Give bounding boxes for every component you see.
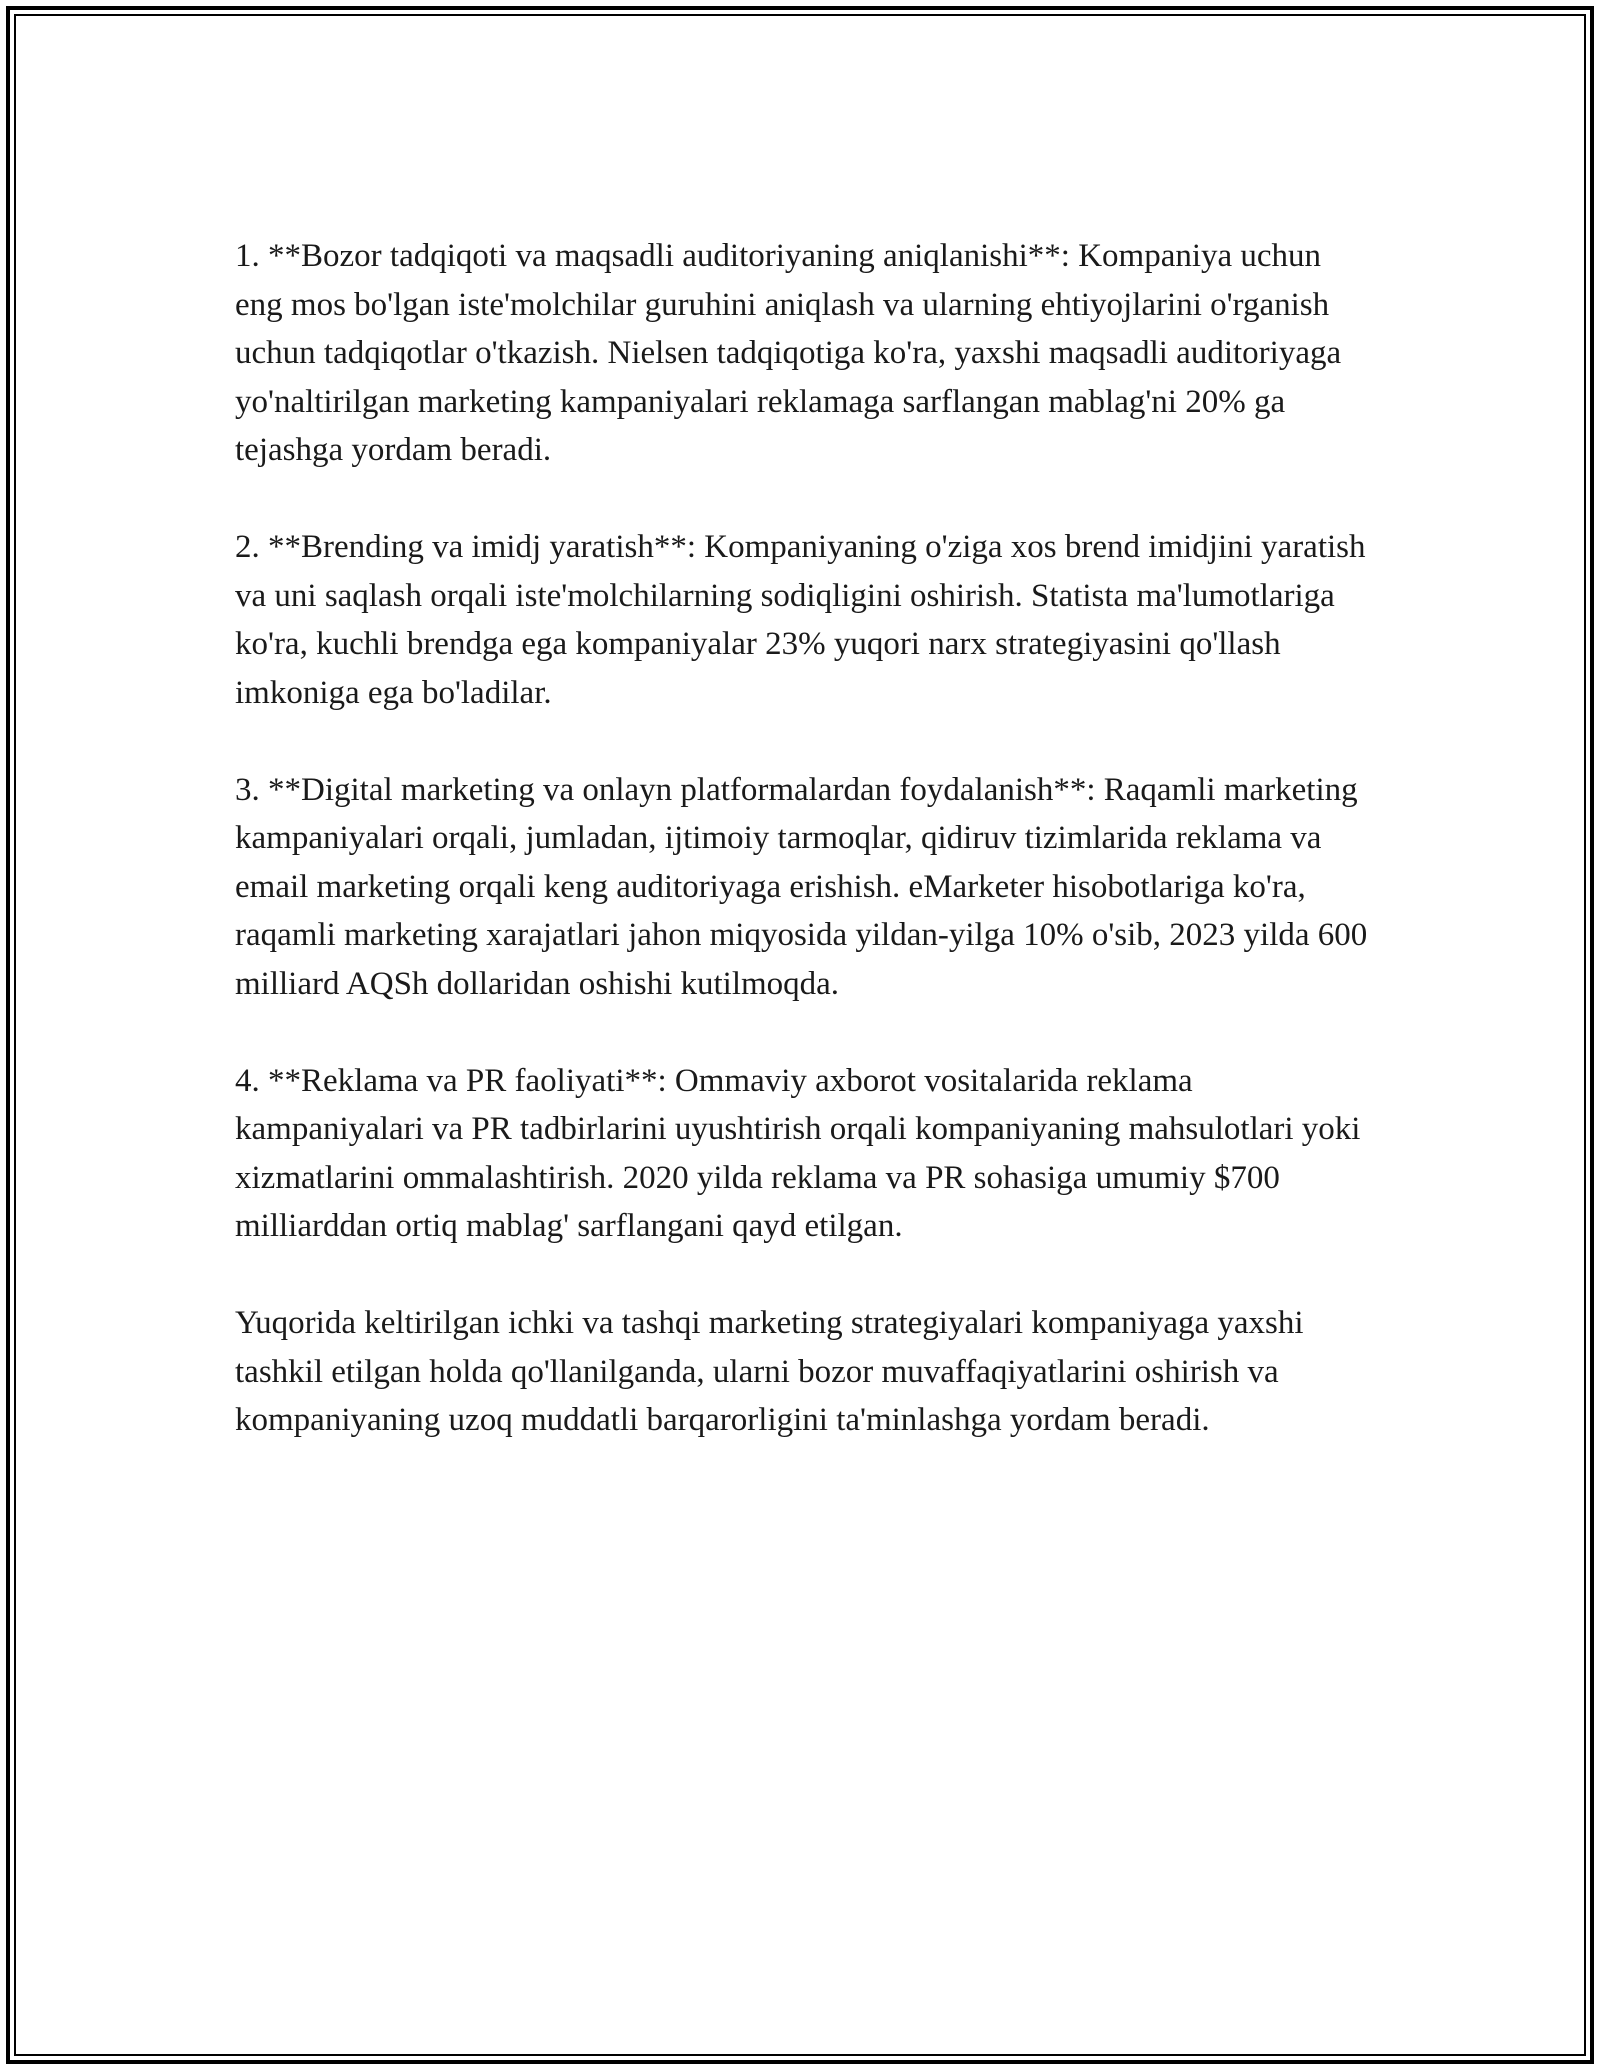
document-body: [235, 232, 1375, 1493]
paragraph-conclusion: Yuqorida keltirilgan ichki va tashqi marketing strategiyalari kompaniyaga yaxshi tashkil etilgan holda qo'llanilganda, ularni bozor muvaffaqiyatlarini oshirish va kompaniyaning uzoq muddatli barqarorligini ta'minlashga yordam beradi.: [235, 1305, 1304, 1438]
paragraph-reklama-pr: 4. **Reklama va PR faoliyati**: Ommaviy axborot vositalarida reklama kampaniyalari va PR tadbirlarini uyushtirish orqali kompaniyaning mahsulotlari yoki xizmatlarini ommalashtirish. 2020 yilda reklama va PR sohasiga umumiy $700 milliarddan ortiq mablag' sarflangani qayd etilgan.: [235, 1062, 1361, 1244]
paragraph-bozor-tadqiqoti: 1. **Bozor tadqiqoti va maqsadli auditoriyaning aniqlanishi**: Kompaniya uchun eng mos bo'lgan iste'molchilar guruhini aniqlash va ularning ehtiyojlarini o'rganish uchun tadqiqotlar o'tkazish. Nielsen tadqiqotiga ko'ra, yaxshi maqsadli auditoriyaga yo'naltirilgan marketing kampaniyalari reklamaga sarflangan mablag'ni 20% ga tejashga yordam beradi.: [235, 238, 1342, 468]
paragraph-digital-marketing: 3. **Digital marketing va onlayn platformalardan foydalanish**: Raqamli marketing kampaniyalari orqali, jumladan, ijtimoiy tarmoqlar, qidiruv tizimlarida reklama va email marketing orqali keng auditoriyaga erishish. eMarketer hisobotlariga ko'ra, raqamli marketing xarajatlari jahon miqyosida yildan-yilga 10% o'sib, 2023 yilda 600 milliard AQSh dollaridan oshishi kutilmoqda.: [235, 771, 1368, 1002]
paragraph-brending: 2. **Brending va imidj yaratish**: Kompaniyaning o'ziga xos brend imidjini yaratish va uni saqlash orqali iste'molchilarning sodiqligini oshirish. Statista ma'lumotlariga ko'ra, kuchli brendga ega kompaniyalar 23% yuqori narx strategiyasini qo'llash imkoniga ega bo'ladilar.: [235, 529, 1366, 711]
